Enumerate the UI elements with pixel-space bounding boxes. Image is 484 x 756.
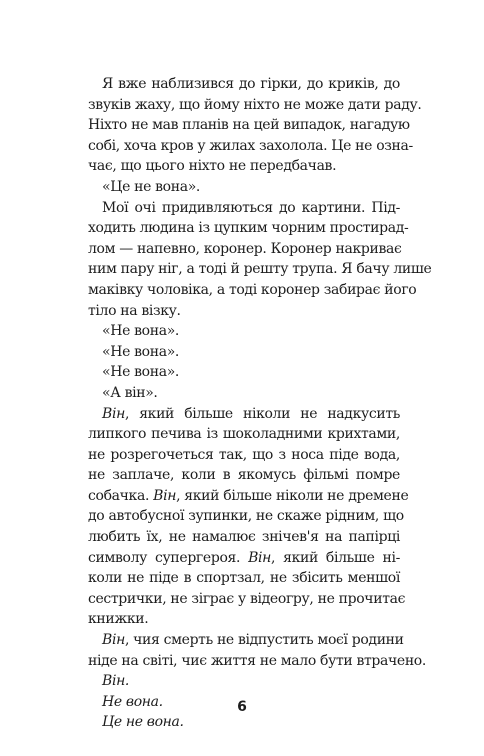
text-segment: символу супергероя. [88, 549, 249, 566]
text-segment: коли не піде в спортзал, не збісить меншої [88, 570, 400, 587]
paragraph [88, 177, 400, 198]
text-segment: ним пару ніг, а тоді й решту трупа. Я бачу лише [88, 261, 432, 278]
text-line [88, 651, 426, 672]
text-line [88, 156, 400, 177]
text-line [88, 218, 409, 239]
text-line [88, 568, 400, 589]
text-segment: Мої очі придивляються до картини. Під- [102, 199, 400, 216]
text-segment: чає, що цього ніхто не передбачав. [88, 158, 337, 175]
text-line [88, 486, 409, 507]
text-line [88, 506, 404, 527]
italic-text: Він [248, 549, 272, 566]
paragraph [88, 342, 400, 363]
text-segment: собачка. [88, 487, 154, 504]
text-segment: книжки. [88, 611, 149, 628]
text-segment: маківку чоловіка, а тоді коронер забирає його [88, 281, 417, 298]
text-segment: «Не вона». [102, 323, 180, 340]
italic-text: Він [102, 632, 125, 649]
text-line [88, 321, 400, 342]
text-line [88, 74, 400, 95]
text-line [88, 712, 400, 733]
text-line [88, 301, 400, 322]
paragraph [88, 198, 432, 322]
text-segment: сестрички, не зіграє у відеогру, не прочитає [88, 590, 406, 607]
text-segment: Ніхто не мав планів на цей випадок, нагадую [88, 117, 410, 134]
text-segment: Я вже наблизився до гірки, до криків, до [102, 76, 400, 92]
text-line [88, 671, 400, 692]
paragraph [88, 383, 400, 404]
text-segment: , який більше ніколи не дремене [176, 487, 409, 504]
text-segment: ходить людина із цупким чорним простирад- [88, 220, 409, 237]
text-segment: любить їх, не намалює знічев'я на папірці [88, 529, 400, 546]
text-line [88, 589, 406, 610]
paragraph [88, 362, 400, 383]
italic-text: Це не вона. [102, 714, 184, 731]
paragraph [88, 630, 426, 671]
text-segment: , який більше ніколи не надкусить [124, 405, 400, 422]
text-segment: собі, хоча кров у жилах захолола. Це не озна- [88, 137, 413, 154]
text-line [88, 115, 410, 136]
text-line [88, 280, 417, 301]
paragraph [88, 74, 422, 177]
text-line [88, 548, 400, 569]
italic-text: Не вона. [102, 693, 163, 710]
italic-text: Він [153, 487, 177, 504]
text-line [88, 239, 400, 260]
text-line [88, 404, 400, 425]
text-line [88, 424, 400, 445]
text-segment: звуків жаху, що йому ніхто не може дати раду. [88, 96, 422, 113]
text-line [88, 95, 422, 116]
text-line [88, 527, 400, 548]
paragraph [88, 671, 400, 692]
italic-text: Він. [102, 673, 130, 690]
text-line [88, 609, 400, 630]
text-segment: не заплаче, коли в якомусь фільмі помре [88, 467, 400, 484]
text-segment: липкого печива із шоколадними крихтами, [88, 426, 400, 443]
text-segment: «Це не вона». [102, 178, 201, 195]
text-line [88, 342, 400, 363]
page-number: 6 [237, 699, 247, 715]
text-segment: «Не вона». [102, 364, 180, 381]
text-segment: ніде на світі, чиє життя не мало бути втрачено. [88, 652, 426, 669]
text-segment: , який більше ні- [271, 549, 400, 566]
text-segment: лом — напевно, коронер. Коронер накриває [88, 240, 402, 257]
paragraph [88, 712, 400, 733]
text-segment: не розрегочеться так, що з носа піде вода, [88, 446, 400, 463]
text-line [88, 177, 400, 198]
paragraph [88, 404, 409, 631]
body-text [88, 74, 432, 733]
italic-text: Він [102, 405, 125, 422]
text-line [88, 259, 432, 280]
text-segment: «А він». [102, 384, 158, 401]
text-line [88, 445, 400, 466]
text-line [88, 383, 400, 404]
text-line [88, 465, 400, 486]
text-segment: «Не вона». [102, 343, 180, 360]
text-segment: до автобусної зупинки, не скаже рідним, що [88, 508, 404, 525]
text-segment: , чия смерть не відпустить моєї родини [124, 632, 404, 649]
paragraph [88, 321, 400, 342]
text-line [88, 630, 404, 651]
text-line [88, 136, 413, 157]
text-segment: тіло на візку. [88, 302, 181, 319]
text-line [88, 362, 400, 383]
text-line [88, 198, 400, 219]
